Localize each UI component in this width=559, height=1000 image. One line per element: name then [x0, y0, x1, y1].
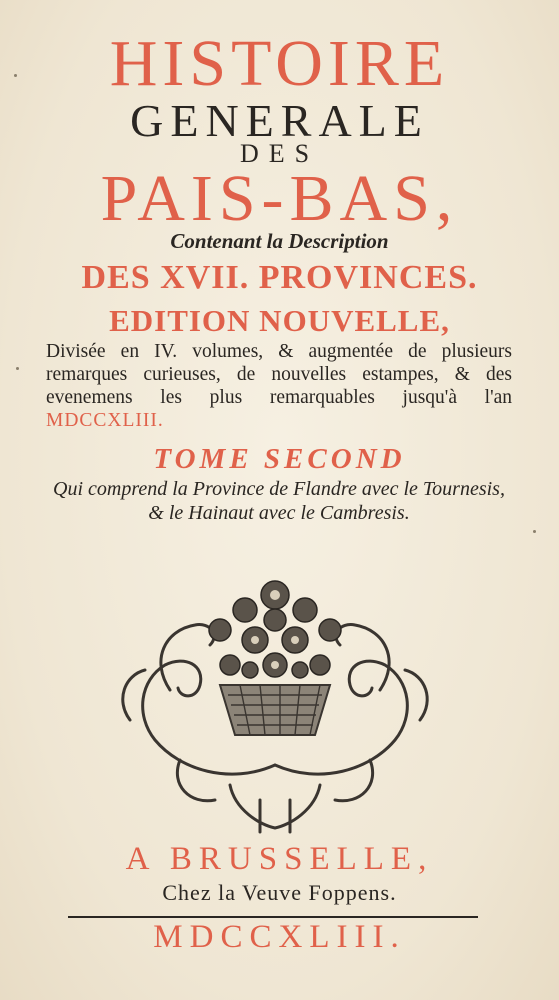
title-histoire: HISTOIRE	[109, 27, 450, 100]
edition-description-text: Divisée en IV. volumes, & augmentée de plusieurs remarques curieuses, de nouvelles estampes, & des evenemens les plus remarquables jusqu'à l'an	[46, 341, 512, 408]
imprint-city: A BRUSSELLE,	[125, 841, 434, 877]
edition-year: MDCCXLIII.	[46, 410, 164, 431]
paper-speck	[533, 530, 536, 533]
tome-description: Qui comprend la Province de Flandre avec le Tournesis, & le Hainaut avec le Cambresis.	[53, 478, 505, 524]
edition-description	[46, 340, 512, 432]
edition-nouvelle: EDITION NOUVELLE,	[109, 303, 450, 338]
paper-speck	[16, 367, 19, 370]
title-provinces: DES XVII. PROVINCES.	[81, 259, 478, 296]
title-pais-bas: PAIS-BAS,	[100, 162, 459, 235]
floral-basket-vignette-icon	[110, 570, 440, 835]
tome-second: TOME SECOND	[153, 443, 406, 475]
imprint-date: MDCCXLIII.	[153, 919, 406, 955]
subtitle-description: Contenant la Description	[170, 229, 389, 253]
title-generale: GENERALE	[130, 95, 429, 146]
title-des: DES	[239, 139, 320, 168]
imprint-publisher: Chez la Veuve Foppens.	[162, 880, 397, 905]
